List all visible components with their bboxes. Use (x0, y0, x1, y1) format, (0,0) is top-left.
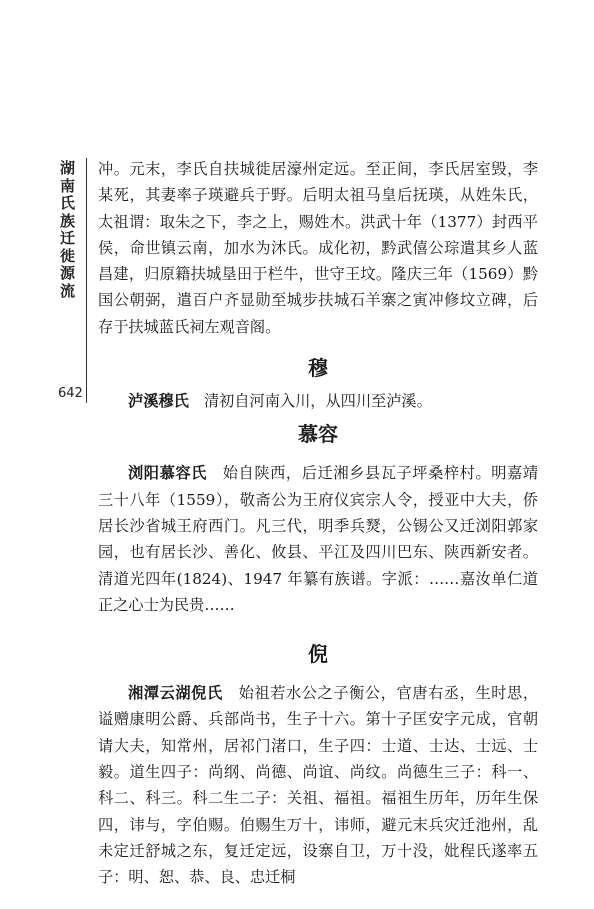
heading-mu: 穆 (308, 356, 328, 381)
clan-name: 浏阳慕容氏 (128, 464, 207, 483)
paragraph-ni (98, 680, 538, 890)
running-title: 湖南氏族迁徙源流 (60, 159, 76, 300)
clan-text: 始自陕西，后迁湘乡县瓦子坪桑梓村。明嘉靖三十八年（1559），敬斋公为王府仪宾宗人令，授亚中大夫，侨居长沙省城王府西门。凡三代，明季兵燹，公锡公又迁浏阳郭家园，也有居长沙、善化、攸县、平江及四川巴东、陕西新安者。清道光四年(1824)、1947 年纂有族谱。字派：……嘉汝单仁道正之心士为民贵…… (98, 464, 539, 614)
page-number: 642 (58, 386, 83, 401)
heading-murong: 慕容 (298, 422, 338, 447)
heading-ni: 倪 (308, 642, 328, 667)
clan-name: 泸溪穆氏 (128, 392, 189, 411)
page-body (98, 156, 538, 891)
paragraph-murong (98, 460, 538, 618)
margin-rule (86, 158, 87, 403)
paragraph-li-continued: 冲。元末，李氏自扶城徙居濠州定远。至正间，李氏居室毁，李某死，其妻率子瑛避兵于野。后明太祖马皇后抚瑛，从姓朱氏，太祖谓：取朱之下，李之上，赐姓木。洪武十年（1377）封西平侯，命世镇云南，加水为沐氏。成化初，黔武僖公琮遣其乡人蓝昌建，归原籍扶城垦田于栏牛，世守王坟。隆庆三年（1569）黔国公朝弼，遣百户齐显勋至城步扶城石羊寨之寅冲修坟立碑，后存于扶城蓝氏祠左观音阁。 (98, 160, 538, 336)
clan-text: 始祖若水公之子衡公，官唐右丞，生时思，谥赠康明公爵、兵部尚书，生子十六。第十子匡安字元成，官朝请大夫，知常州，居祁门渚口，生子四：士道、士达、士远、士毅。道生四子：尚纲、尚德、尚谊、尚纹。尚德生三子：科一、科二、科三。科二生二子：关祖、福祖。福祖生历年，历年生保四，讳与，字伯赐。伯赐生万十，讳师，避元末兵灾迁池州，乱未定迁舒城之东，复迁定远，设寨自卫，万十没，妣程氏遂率五子：明、恕、恭、良、忠迁桐 (98, 684, 539, 887)
clan-text: 清初自河南入川，从四川至泸溪。 (203, 392, 432, 411)
paragraph-mu (98, 388, 538, 414)
clan-name: 湘潭云湖倪氏 (128, 684, 223, 703)
